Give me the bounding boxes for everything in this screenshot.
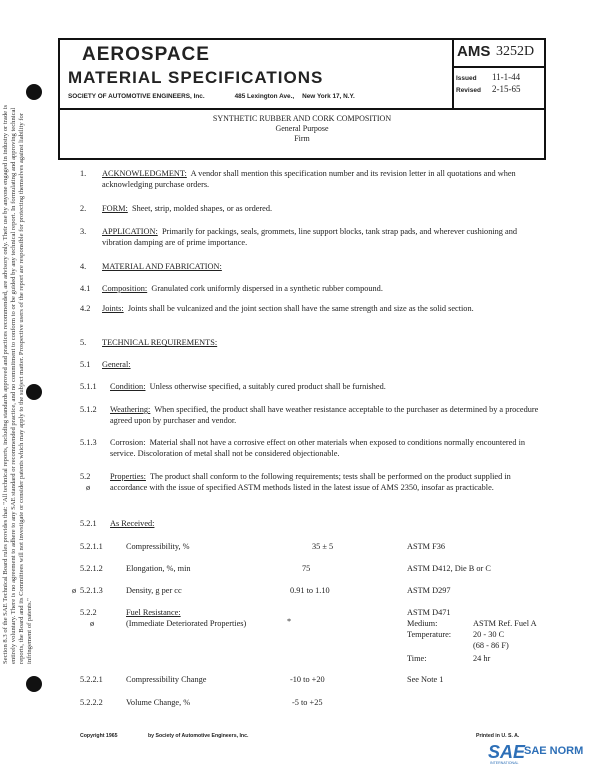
- revised-date: 2-15-65: [492, 84, 521, 94]
- section-number: 2.: [80, 204, 87, 213]
- section-heading: Corrosion:: [110, 438, 146, 447]
- sae-norm-wordmark: SAE NORM: [524, 745, 584, 757]
- copyright-holder: by Society of Automotive Engineers, Inc.: [148, 733, 249, 739]
- issued-date: 11-1-44: [492, 72, 521, 82]
- row-value: -10 to +20: [290, 675, 325, 684]
- ams-number: 3252D: [496, 44, 535, 59]
- row-method: See Note 1: [407, 675, 444, 684]
- section-heading: Composition:: [102, 284, 148, 293]
- section-number: 5.1.1: [80, 382, 97, 391]
- document-title: SYNTHETIC RUBBER AND CORK COMPOSITION: [212, 114, 392, 123]
- row-number: 5.2.2.1: [80, 675, 103, 684]
- row-method: ASTM F36: [407, 542, 446, 551]
- punch-hole-bottom: [26, 676, 42, 692]
- section-text: Primarily for packings, seals, grommets, line support blocks, tank strap pads, and wherever cushioning and vibration damping are of prime importance.: [102, 227, 518, 247]
- header-spec-block: [454, 40, 544, 108]
- sae-norm-logo: [488, 742, 594, 766]
- section-heading: FORM:: [102, 204, 128, 213]
- issued-label: Issued: [456, 75, 477, 82]
- section-number: 5.1.3: [80, 438, 97, 447]
- row-method: ASTM D471: [407, 608, 451, 617]
- society-address: 485 Lexington Ave.,: [234, 93, 295, 100]
- punch-hole-top: [26, 84, 42, 100]
- section-text: The product shall conform to the following requirements; tests shall be performed on the product supplied in accordance with the issue of specified ASTM methods listed in the latest issue of AMS 2350, insofar as practicable.: [110, 472, 511, 492]
- section-number: 3.: [80, 227, 87, 236]
- row-method: ASTM D412, Die B or C: [407, 564, 491, 573]
- row-value: -5 to +25: [292, 698, 323, 707]
- change-marker: ø: [90, 619, 95, 628]
- logo-subtitle: INTERNATIONAL: [490, 761, 519, 765]
- row-property-note: (Immediate Deteriorated Properties): [126, 619, 247, 628]
- section-number: 5.2.1: [80, 519, 97, 528]
- document-header: [58, 38, 546, 110]
- document-title-box: [58, 106, 546, 160]
- section-text: Material shall not have a corrosive effect on other materials when exposed to conditions normally encountered in service. Discoloration of metal shall not be considered objectionable.: [110, 438, 526, 458]
- row-value: 0.91 to 1.10: [290, 586, 330, 595]
- section-number: 1.: [80, 169, 87, 178]
- society-name: SOCIETY OF AUTOMOTIVE ENGINEERS, Inc.: [68, 93, 205, 100]
- row-property: Compressibility, %: [126, 542, 190, 551]
- change-marker: ø: [86, 483, 91, 492]
- row-number: 5.2.2.2: [80, 698, 103, 707]
- row-number: 5.2.1.3: [80, 586, 103, 595]
- row-number: 5.2.2: [80, 608, 97, 617]
- section-heading: MATERIAL AND FABRICATION:: [102, 262, 222, 271]
- row-value: *: [287, 617, 292, 626]
- section-text: When specified, the product shall have weather resistance acceptable to the purchaser as determined by a procedure agreed upon by purchaser and vendor.: [110, 405, 539, 425]
- temperature-label: Temperature:: [407, 630, 452, 639]
- header-title-block: [60, 40, 454, 108]
- copyright-year: Copyright 1965: [80, 733, 118, 739]
- row-property: Density, g per cc: [126, 586, 182, 595]
- row-property: Volume Change, %: [126, 698, 191, 707]
- issue-dates: [456, 72, 521, 96]
- row-property: Fuel Resistance:: [126, 608, 181, 617]
- sae-technical-board-note: Section 8.3 of the SAE Technical Board rules provides that: "All technical reports, including standards approved and practices recommended, are advisory only. Their use by anyone engaged in industry or trade is entirely voluntary. There is no agreement to adhere to any SAE standard or recommended practice, and no commitment to conform to or be guided by any technical report. In formulating and approving technical reports, the Board and its Committees will not investigate or consider patents which may apply to the subject matter. Prospective users of the report are responsible for protecting themselves against liability for infringement of patents.": [2, 104, 33, 664]
- section-text: Unless otherwise specified, a suitably cured product shall be furnished.: [149, 382, 386, 391]
- section-heading: General:: [102, 360, 131, 369]
- row-method: ASTM D297: [407, 586, 451, 595]
- ams-number-box: [454, 40, 544, 68]
- section-number: 5.1.2: [80, 405, 97, 414]
- section-text: Sheet, strip, molded shapes, or as ordered.: [131, 204, 273, 213]
- time-value: 24 hr: [473, 654, 491, 663]
- printed-in: Printed in U. S. A.: [476, 733, 520, 739]
- section-heading: Properties:: [110, 472, 146, 481]
- temperature-value: 20 - 30 C: [473, 630, 505, 639]
- section-text: A vendor shall mention this specification number and its revision letter in all quotations and when acknowledging purchase orders.: [102, 169, 516, 189]
- ams-label: AMS: [457, 43, 491, 60]
- temperature-value-f: (68 - 86 F): [473, 641, 509, 650]
- section-number: 4.2: [80, 304, 91, 313]
- revised-label: Revised: [456, 87, 481, 94]
- society-city: New York 17, N.Y.: [302, 93, 355, 100]
- header-title-material-specifications: MATERIAL SPECIFICATIONS: [68, 68, 324, 87]
- medium-value: ASTM Ref. Fuel A: [473, 619, 537, 628]
- document-subtitle-2: Firm: [294, 134, 310, 143]
- header-title-aerospace: AEROSPACE: [82, 44, 210, 65]
- section-heading: As Received:: [110, 519, 155, 528]
- society-address-line: [68, 93, 355, 100]
- section-number: 4.1: [80, 284, 91, 293]
- row-value: 75: [302, 564, 311, 573]
- section-text: Joints shall be vulcanized and the joint section shall have the same strength and size as the solid section.: [127, 304, 474, 313]
- row-number: 5.2.1.2: [80, 564, 103, 573]
- section-heading: TECHNICAL REQUIREMENTS:: [102, 338, 218, 347]
- section-number: 5.2: [80, 472, 91, 481]
- section-heading: ACKNOWLEDGMENT:: [102, 169, 187, 178]
- row-property: Compressibility Change: [126, 675, 207, 684]
- document-subtitle: General Purpose: [275, 124, 329, 133]
- section-heading: Joints:: [102, 304, 124, 313]
- sae-logo-mark: SAE: [488, 742, 526, 762]
- section-heading: APPLICATION:: [102, 227, 158, 236]
- row-property: Elongation, %, min: [126, 564, 191, 573]
- row-value: 35 ± 5: [312, 542, 334, 551]
- section-text: Granulated cork uniformly dispersed in a synthetic rubber compound.: [151, 284, 383, 293]
- section-heading: Condition:: [110, 382, 146, 391]
- change-marker: ø: [72, 586, 77, 595]
- row-number: 5.2.1.1: [80, 542, 103, 551]
- section-number: 4.: [80, 262, 87, 271]
- section-heading: Weathering:: [110, 405, 151, 414]
- section-number: 5.: [80, 338, 87, 347]
- section-number: 5.1: [80, 360, 91, 369]
- time-label: Time:: [407, 654, 427, 663]
- medium-label: Medium:: [407, 619, 438, 628]
